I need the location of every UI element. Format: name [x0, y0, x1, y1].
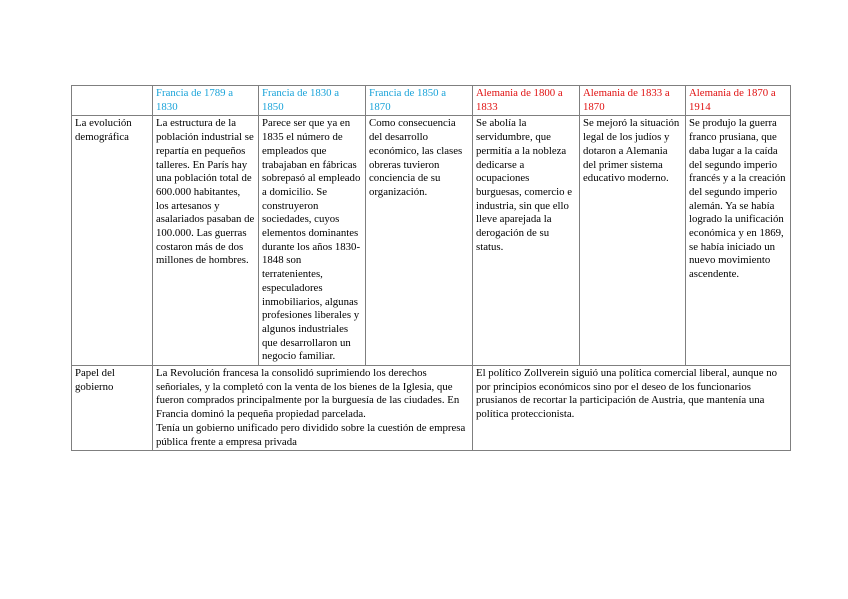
cell-demografica-alemania-1833: Se mejoró la situación legal de los judíos y dotaron a Alemania del primer sistema educativo moderno. — [580, 116, 686, 366]
cell-demografica-francia-1789: La estructura de la población industrial se repartía en pequeños talleres. En París hay una población total de 600.000 habitantes, los artesanos y asalariados pasaban de 100.000. Las guerras costaron más de dos millones de hombres. — [153, 116, 259, 366]
cell-demografica-alemania-1870: Se produjo la guerra franco prusiana, que daba lugar a la caída del segundo imperio francés y a la creación del segundo imperio alemán. Ya se había logrado la unificación económica y en 1869, se había iniciado un nuevo movimiento ascendente. — [686, 116, 791, 366]
header-francia-1850-1870: Francia de 1850 a 1870 — [366, 86, 473, 116]
gobierno-francia-paragraph-2: Tenía un gobierno unificado pero dividido sobre la cuestión de empresa pública frente a empresa privada — [156, 421, 466, 448]
comparison-table — [71, 85, 791, 451]
header-row — [72, 86, 791, 116]
cell-demografica-francia-1830: Parece ser que ya en 1835 el número de empleados que trabajaban en fábricas sobrepasó al empleado a domicilio. Se construyeron sociedades, cuyos elementos dominantes durante los años 1830-1848 son terratenientes, especuladores inmobiliarios, algunas profesiones liberales y algunos industriales que desarrollaron un negocio familiar. — [259, 116, 366, 366]
cell-gobierno-francia — [153, 366, 473, 451]
header-alemania-1833-1870: Alemania de 1833 a 1870 — [580, 86, 686, 116]
header-alemania-1870-1914: Alemania de 1870 a 1914 — [686, 86, 791, 116]
row-label-demografica: La evolución demográfica — [72, 116, 153, 366]
corner-cell — [72, 86, 153, 116]
cell-demografica-francia-1850: Como consecuencia del desarrollo económico, las clases obreras tuvieron conciencia de su organización. — [366, 116, 473, 366]
header-alemania-1800-1833: Alemania de 1800 a 1833 — [473, 86, 580, 116]
table-row-demografica — [72, 116, 791, 366]
cell-gobierno-alemania: El político Zollverein siguió una política comercial liberal, aunque no por principios económicos sino por el deseo de los funcionarios prusianos de recortar la participación de Austria, que mantenía una política proteccionista. — [473, 366, 791, 451]
row-label-gobierno: Papel del gobierno — [72, 366, 153, 451]
cell-demografica-alemania-1800: Se abolía la servidumbre, que permitía a la nobleza dedicarse a ocupaciones burguesas, comercio e industria, sin que ello lleve aparejada la derogación de su status. — [473, 116, 580, 366]
header-francia-1789-1830: Francia de 1789 a 1830 — [153, 86, 259, 116]
gobierno-francia-paragraph-1: La Revolución francesa la consolidó suprimiendo los derechos señoriales, y la completó con la venta de los bienes de la Iglesia, que fueron comprados principalmente por la burguesía de las ciudades. En Francia dominó la pequeña propiedad parcelada. — [156, 367, 460, 421]
header-francia-1830-1850: Francia de 1830 a 1850 — [259, 86, 366, 116]
table-row-gobierno — [72, 366, 791, 451]
